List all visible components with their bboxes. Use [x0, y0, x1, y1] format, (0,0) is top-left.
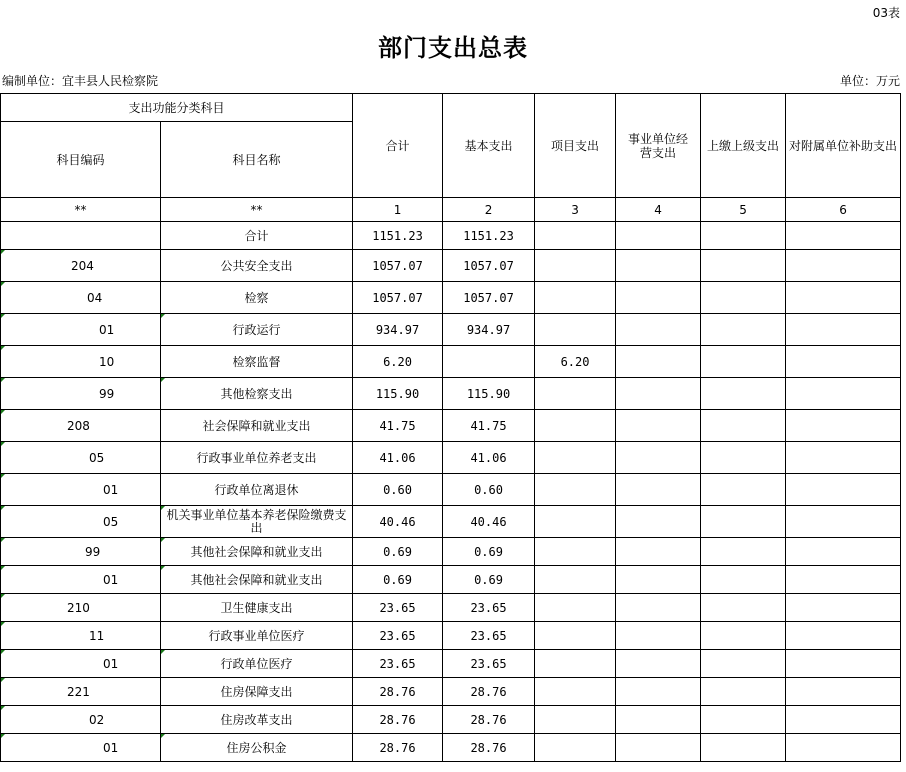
name-cell: 行政单位离退休	[161, 474, 353, 506]
index-cell: 5	[701, 198, 786, 222]
business-cell	[616, 282, 701, 314]
basic-cell: 40.46	[443, 506, 535, 538]
total-cell: 934.97	[353, 314, 443, 346]
upper-cell	[701, 410, 786, 442]
upper-cell	[701, 378, 786, 410]
unit-label: 单位：万元	[839, 74, 900, 88]
upper-cell	[701, 474, 786, 506]
table-row	[1, 734, 901, 762]
business-cell	[616, 222, 701, 250]
index-cell: 6	[786, 198, 901, 222]
project-cell	[535, 706, 616, 734]
index-cell: 4	[616, 198, 701, 222]
project-cell	[535, 734, 616, 762]
code-cell: 10	[1, 346, 161, 378]
header-upper: 上缴上级支出	[701, 94, 786, 198]
table-row	[1, 506, 901, 538]
total-cell: 28.76	[353, 706, 443, 734]
code-cell: 221	[1, 678, 161, 706]
header-function-category: 支出功能分类科目	[1, 94, 353, 122]
basic-cell: 23.65	[443, 594, 535, 622]
business-cell	[616, 622, 701, 650]
table-row	[1, 538, 901, 566]
basic-cell: 0.69	[443, 566, 535, 594]
project-cell	[535, 566, 616, 594]
table-row	[1, 594, 901, 622]
code-cell: 210	[1, 594, 161, 622]
subsidy-cell	[786, 410, 901, 442]
name-cell: 检察	[161, 282, 353, 314]
business-cell	[616, 594, 701, 622]
upper-cell	[701, 442, 786, 474]
index-cell: 2	[443, 198, 535, 222]
page-title: 部门支出总表	[378, 34, 528, 62]
code-cell: 01	[1, 734, 161, 762]
business-cell	[616, 378, 701, 410]
subsidy-cell	[786, 706, 901, 734]
business-cell	[616, 410, 701, 442]
index-cell: 1	[353, 198, 443, 222]
table-row	[1, 706, 901, 734]
upper-cell	[701, 734, 786, 762]
table-row	[1, 378, 901, 410]
header-basic: 基本支出	[443, 94, 535, 198]
total-cell: 23.65	[353, 622, 443, 650]
table-row	[1, 346, 901, 378]
business-cell	[616, 566, 701, 594]
business-cell	[616, 250, 701, 282]
upper-cell	[701, 314, 786, 346]
index-cell: **	[161, 198, 353, 222]
name-cell: 公共安全支出	[161, 250, 353, 282]
total-cell: 23.65	[353, 594, 443, 622]
subsidy-cell	[786, 650, 901, 678]
upper-cell	[701, 678, 786, 706]
business-cell	[616, 678, 701, 706]
name-cell: 住房公积金	[161, 734, 353, 762]
project-cell	[535, 378, 616, 410]
basic-cell: 41.75	[443, 410, 535, 442]
total-cell: 41.06	[353, 442, 443, 474]
code-cell: 01	[1, 474, 161, 506]
basic-cell	[443, 346, 535, 378]
business-cell	[616, 706, 701, 734]
subsidy-cell	[786, 734, 901, 762]
table-row	[1, 566, 901, 594]
total-cell: 41.75	[353, 410, 443, 442]
basic-cell: 115.90	[443, 378, 535, 410]
project-cell	[535, 538, 616, 566]
code-cell: 01	[1, 566, 161, 594]
name-cell: 行政事业单位养老支出	[161, 442, 353, 474]
upper-cell	[701, 566, 786, 594]
table-row	[1, 410, 901, 442]
project-cell	[535, 474, 616, 506]
project-cell	[535, 506, 616, 538]
upper-cell	[701, 594, 786, 622]
subsidy-cell	[786, 566, 901, 594]
upper-cell	[701, 706, 786, 734]
code-cell: 02	[1, 706, 161, 734]
subsidy-cell	[786, 678, 901, 706]
code-cell: 11	[1, 622, 161, 650]
business-cell	[616, 650, 701, 678]
project-cell	[535, 594, 616, 622]
name-cell: 合计	[161, 222, 353, 250]
organization-label: 编制单位：宜丰县人民检察院	[2, 74, 159, 88]
name-cell: 住房保障支出	[161, 678, 353, 706]
table-row	[1, 442, 901, 474]
subsidy-cell	[786, 282, 901, 314]
business-cell	[616, 314, 701, 346]
project-cell	[535, 650, 616, 678]
business-cell	[616, 734, 701, 762]
name-cell: 其他社会保障和就业支出	[161, 566, 353, 594]
expenditure-table	[0, 93, 901, 762]
upper-cell	[701, 622, 786, 650]
basic-cell: 0.69	[443, 538, 535, 566]
basic-cell: 28.76	[443, 734, 535, 762]
header-code: 科目编码	[1, 122, 161, 198]
project-cell	[535, 678, 616, 706]
subsidy-cell	[786, 442, 901, 474]
table-row	[1, 222, 901, 250]
business-cell	[616, 346, 701, 378]
upper-cell	[701, 222, 786, 250]
basic-cell: 934.97	[443, 314, 535, 346]
project-cell	[535, 250, 616, 282]
name-cell: 行政单位医疗	[161, 650, 353, 678]
name-cell: 行政运行	[161, 314, 353, 346]
subsidy-cell	[786, 250, 901, 282]
subsidy-cell	[786, 378, 901, 410]
name-cell: 社会保障和就业支出	[161, 410, 353, 442]
upper-cell	[701, 250, 786, 282]
name-cell: 其他检察支出	[161, 378, 353, 410]
total-cell: 6.20	[353, 346, 443, 378]
basic-cell: 1151.23	[443, 222, 535, 250]
subsidy-cell	[786, 538, 901, 566]
code-cell: 05	[1, 506, 161, 538]
total-cell: 1057.07	[353, 282, 443, 314]
basic-cell: 28.76	[443, 706, 535, 734]
index-cell: **	[1, 198, 161, 222]
name-cell: 机关事业单位基本养老保险缴费支出	[161, 506, 353, 538]
total-cell: 23.65	[353, 650, 443, 678]
total-cell: 0.60	[353, 474, 443, 506]
subsidy-cell	[786, 474, 901, 506]
business-cell	[616, 506, 701, 538]
header-total: 合计	[353, 94, 443, 198]
subsidy-cell	[786, 594, 901, 622]
project-cell	[535, 410, 616, 442]
project-cell	[535, 622, 616, 650]
business-cell	[616, 442, 701, 474]
table-row	[1, 314, 901, 346]
total-cell: 0.69	[353, 566, 443, 594]
upper-cell	[701, 346, 786, 378]
code-cell: 01	[1, 314, 161, 346]
total-cell: 28.76	[353, 678, 443, 706]
total-cell: 1057.07	[353, 250, 443, 282]
index-cell: 3	[535, 198, 616, 222]
total-cell: 0.69	[353, 538, 443, 566]
table-number-tag: 03表	[872, 6, 900, 20]
code-cell: 204	[1, 250, 161, 282]
total-cell: 1151.23	[353, 222, 443, 250]
code-cell	[1, 222, 161, 250]
basic-cell: 0.60	[443, 474, 535, 506]
project-cell	[535, 442, 616, 474]
subsidy-cell	[786, 222, 901, 250]
project-cell	[535, 222, 616, 250]
subsidy-cell	[786, 314, 901, 346]
subsidy-cell	[786, 506, 901, 538]
business-cell	[616, 538, 701, 566]
project-cell: 6.20	[535, 346, 616, 378]
table-row	[1, 650, 901, 678]
total-cell: 28.76	[353, 734, 443, 762]
name-cell: 卫生健康支出	[161, 594, 353, 622]
upper-cell	[701, 506, 786, 538]
code-cell: 99	[1, 378, 161, 410]
header-subsidy: 对附属单位补助支出	[786, 94, 901, 198]
header-name: 科目名称	[161, 122, 353, 198]
subsidy-cell	[786, 346, 901, 378]
upper-cell	[701, 538, 786, 566]
name-cell: 其他社会保障和就业支出	[161, 538, 353, 566]
upper-cell	[701, 650, 786, 678]
table-row	[1, 282, 901, 314]
basic-cell: 23.65	[443, 622, 535, 650]
table-row	[1, 622, 901, 650]
basic-cell: 1057.07	[443, 250, 535, 282]
total-cell: 40.46	[353, 506, 443, 538]
basic-cell: 23.65	[443, 650, 535, 678]
table-row	[1, 678, 901, 706]
header-project: 项目支出	[535, 94, 616, 198]
total-cell: 115.90	[353, 378, 443, 410]
table-row	[1, 250, 901, 282]
project-cell	[535, 314, 616, 346]
subsidy-cell	[786, 622, 901, 650]
basic-cell: 28.76	[443, 678, 535, 706]
name-cell: 检察监督	[161, 346, 353, 378]
code-cell: 05	[1, 442, 161, 474]
project-cell	[535, 282, 616, 314]
name-cell: 住房改革支出	[161, 706, 353, 734]
business-cell	[616, 474, 701, 506]
code-cell: 04	[1, 282, 161, 314]
table-row	[1, 474, 901, 506]
code-cell: 99	[1, 538, 161, 566]
basic-cell: 41.06	[443, 442, 535, 474]
basic-cell: 1057.07	[443, 282, 535, 314]
header-business: 事业单位经营支出	[616, 94, 701, 198]
code-cell: 208	[1, 410, 161, 442]
code-cell: 01	[1, 650, 161, 678]
name-cell: 行政事业单位医疗	[161, 622, 353, 650]
upper-cell	[701, 282, 786, 314]
